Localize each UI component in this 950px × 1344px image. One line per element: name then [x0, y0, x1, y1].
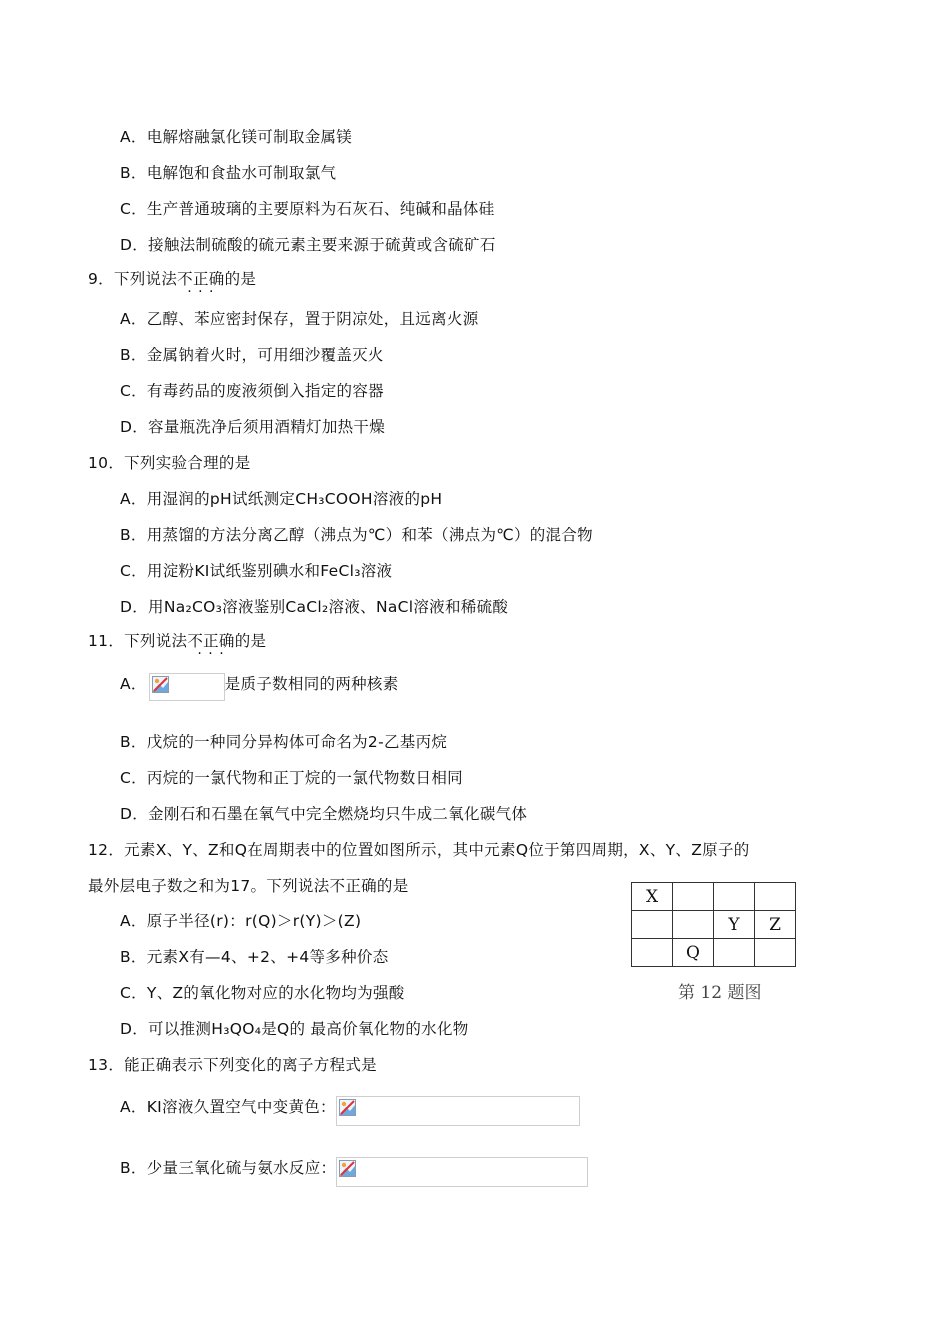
q9-stem: 9．下列说法不正确 · · ·的是 [88, 269, 256, 289]
figure-cell: X [632, 883, 673, 911]
q11-stem: 11．下列说法不正确 · · ·的是 [88, 631, 266, 651]
q9-option-c: C．有毒药品的废液须倒入指定的容器 [120, 382, 384, 400]
q8-option-b: B．电解饱和食盐水可制取氯气 [120, 164, 337, 182]
q13-option-b: B．少量三氧化硫与氨水反应： [120, 1157, 588, 1187]
figure-cell [632, 911, 673, 939]
missing-image-placeholder [336, 1096, 580, 1126]
q9-option-b: B．金属钠着火时，可用细沙覆盖灭火 [120, 346, 384, 364]
missing-image-placeholder [149, 673, 225, 701]
q11-option-d: D．金刚石和石墨在氧气中完全燃烧均只牛成二氧化碳气体 [120, 805, 528, 823]
figure-caption: 第 12 题图 [678, 983, 762, 1003]
figure-row [632, 939, 796, 967]
q9-option-a: A．乙醇、苯应密封保存，置于阴凉处，且远离火源 [120, 310, 479, 328]
q13-option-a: A．KI溶液久置空气中变黄色： [120, 1096, 580, 1126]
q13-stem: 13．能正确表示下列变化的离子方程式是 [88, 1056, 377, 1074]
figure-cell [755, 883, 796, 911]
figure-cell: Z [755, 911, 796, 939]
missing-image-placeholder [336, 1157, 588, 1187]
figure-row [632, 883, 796, 911]
q11-option-b: B．戊烷的一种同分异构体可命名为2-乙基丙烷 [120, 733, 448, 751]
q8-option-d: D．接触法制硫酸的硫元素主要来源于硫黄或含硫矿石 [120, 236, 496, 254]
q12-option-c: C．Y、Z的氧化物对应的水化物均为强酸 [120, 984, 405, 1002]
q10-stem: 10．下列实验合理的是 [88, 454, 251, 472]
q10-option-c: C．用淀粉KI试纸鉴别碘水和FeCl₃溶液 [120, 562, 393, 580]
q10-option-a: A．用湿润的pH试纸测定CH₃COOH溶液的pH [120, 490, 443, 508]
q8-option-c: C．生产普通玻璃的主要原料为石灰石、纯碱和晶体硅 [120, 200, 495, 218]
q12-stem-line1: 12．元素X、Y、Z和Q在周期表中的位置如图所示，其中元素Q位于第四周期，X、Y、Z原子的 [88, 841, 750, 859]
broken-image-icon [339, 1160, 356, 1177]
broken-image-icon [152, 676, 169, 693]
q12-option-b: B．元素X有—4、+2、+4等多种价态 [120, 948, 389, 966]
q10-option-d: D．用Na₂CO₃溶液鉴别CaCl₂溶液、NaCl溶液和稀硫酸 [120, 598, 509, 616]
emphasis-not-correct: 不正确 · · · [187, 631, 234, 651]
figure-cell [632, 939, 673, 967]
emphasis-not-correct: 不正确 · · · [177, 269, 224, 289]
figure-cell [673, 911, 714, 939]
figure-cell: Q [673, 939, 714, 967]
periodic-table-figure [631, 882, 796, 967]
q11-option-a: A． 是质子数相同的两种核素 [120, 673, 399, 701]
q9-option-d: D．容量瓶洗净后须用酒精灯加热干燥 [120, 418, 386, 436]
q11-option-c: C．丙烷的一氯代物和正丁烷的一氯代物数日相同 [120, 769, 463, 787]
q12-stem-line2: 最外层电子数之和为17。下列说法不正确的是 [88, 877, 409, 895]
figure-cell [673, 883, 714, 911]
figure-cell [714, 883, 755, 911]
figure-cell: Y [714, 911, 755, 939]
q10-option-b: B．用蒸馏的方法分离乙醇（沸点为℃）和苯（沸点为℃）的混合物 [120, 526, 593, 544]
figure-cell [714, 939, 755, 967]
figure-cell [755, 939, 796, 967]
q12-option-a: A．原子半径(r)：r(Q)＞r(Y)＞(Z) [120, 912, 362, 930]
q12-option-d: D．可以推测H₃QO₄是Q的 最高价氧化物的水化物 [120, 1020, 469, 1038]
figure-row [632, 911, 796, 939]
broken-image-icon [339, 1099, 356, 1116]
q8-option-a: A．电解熔融氯化镁可制取金属镁 [120, 128, 353, 146]
